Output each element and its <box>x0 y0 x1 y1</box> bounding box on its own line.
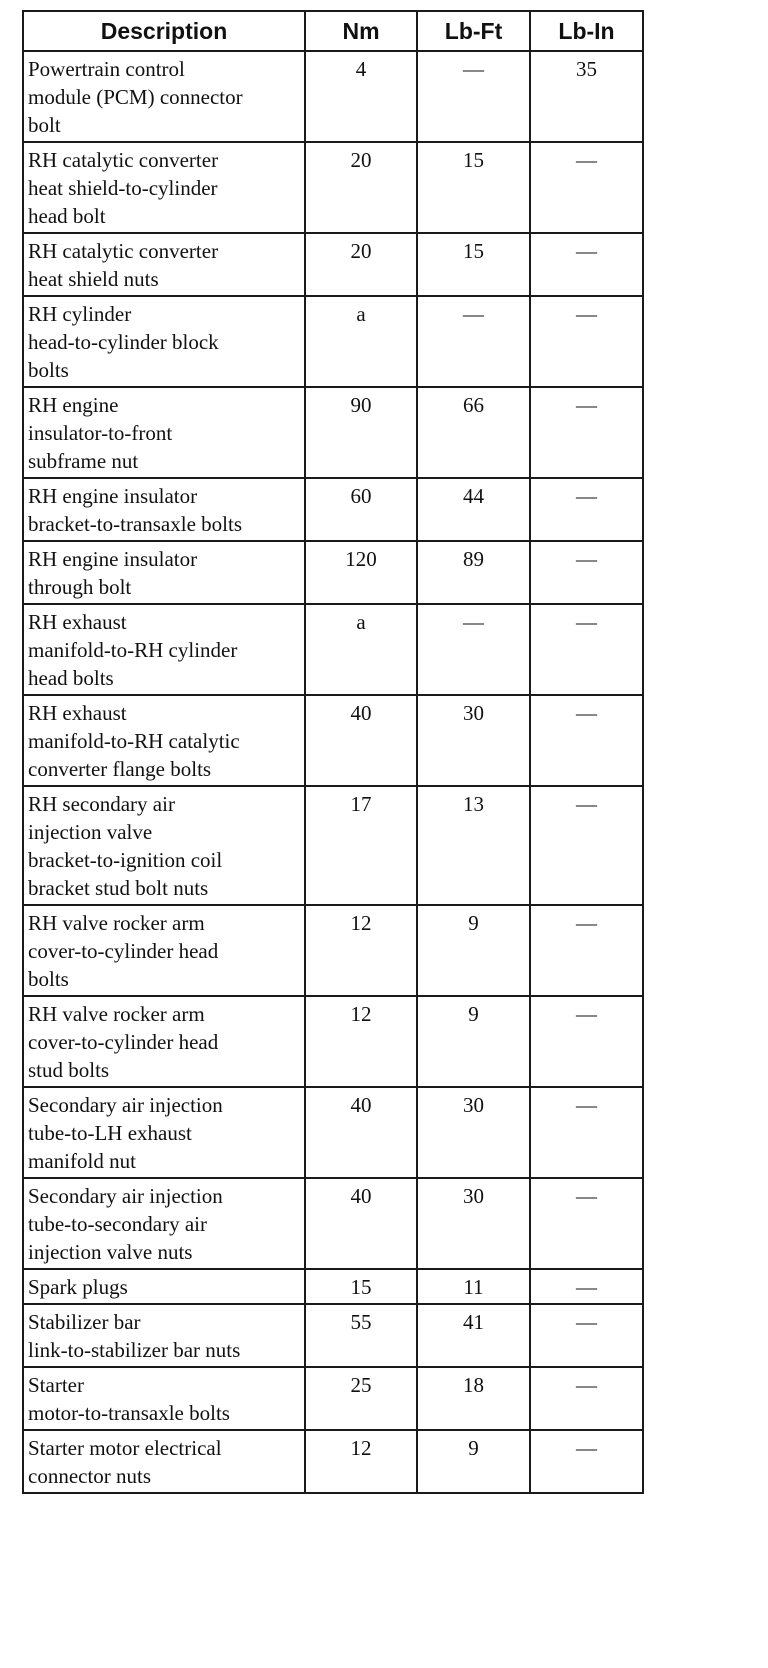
row-lb-ft: 9 <box>417 1430 530 1493</box>
description-line: through bolt <box>28 575 132 599</box>
row-lb-in: — <box>530 695 643 786</box>
row-description <box>23 604 305 695</box>
description-line: RH exhaust <box>28 610 127 634</box>
table-row <box>23 478 643 541</box>
table-row <box>23 695 643 786</box>
description-line: Secondary air injection <box>28 1093 223 1117</box>
row-lb-in: — <box>530 1367 643 1430</box>
row-description <box>23 478 305 541</box>
row-description <box>23 905 305 996</box>
description-line: RH engine <box>28 393 119 417</box>
table-row <box>23 1430 643 1493</box>
header-row <box>23 11 643 51</box>
description-line: cover-to-cylinder head <box>28 1030 219 1054</box>
row-lb-in: — <box>530 1087 643 1178</box>
description-line: RH valve rocker arm <box>28 911 205 935</box>
row-lb-in: — <box>530 1304 643 1367</box>
description-line: head bolts <box>28 666 114 690</box>
description-line: bracket-to-ignition coil <box>28 848 223 872</box>
row-lb-ft: 13 <box>417 786 530 905</box>
row-lb-ft: 89 <box>417 541 530 604</box>
row-description <box>23 233 305 296</box>
table-row <box>23 996 643 1087</box>
description-line: Starter <box>28 1373 84 1397</box>
row-description <box>23 1269 305 1304</box>
description-line: Stabilizer bar <box>28 1310 141 1334</box>
row-nm: 90 <box>305 387 417 478</box>
description-line: Secondary air injection <box>28 1184 223 1208</box>
description-line: manifold nut <box>28 1149 136 1173</box>
description-line: connector nuts <box>28 1464 152 1488</box>
row-lb-ft: 30 <box>417 1178 530 1269</box>
row-nm: 60 <box>305 478 417 541</box>
description-line: Starter motor electrical <box>28 1436 222 1460</box>
row-description <box>23 387 305 478</box>
torque-specification-table <box>22 10 644 1494</box>
description-line: bolts <box>28 967 69 991</box>
row-description <box>23 1367 305 1430</box>
table-row <box>23 541 643 604</box>
description-line: stud bolts <box>28 1058 110 1082</box>
table-header <box>23 11 643 51</box>
description-line: Spark plugs <box>28 1275 128 1299</box>
row-lb-in: — <box>530 1269 643 1304</box>
description-line: manifold-to-RH catalytic <box>28 729 240 753</box>
description-line: RH engine insulator <box>28 547 198 571</box>
row-lb-in: — <box>530 604 643 695</box>
row-description <box>23 786 305 905</box>
row-lb-in: — <box>530 1178 643 1269</box>
row-lb-ft: 41 <box>417 1304 530 1367</box>
row-nm: 40 <box>305 695 417 786</box>
description-line: insulator-to-front <box>28 421 173 445</box>
row-lb-in: — <box>530 387 643 478</box>
table-row <box>23 51 643 142</box>
table-row <box>23 1269 643 1304</box>
description-line: tube-to-LH exhaust <box>28 1121 192 1145</box>
description-line: RH engine insulator <box>28 484 198 508</box>
table-row <box>23 142 643 233</box>
description-line: manifold-to-RH cylinder <box>28 638 238 662</box>
row-lb-ft: 9 <box>417 996 530 1087</box>
description-line: RH catalytic converter <box>28 148 219 172</box>
header-lb-ft: Lb-Ft <box>417 11 530 51</box>
row-nm: 4 <box>305 51 417 142</box>
row-lb-ft: 9 <box>417 905 530 996</box>
table-row <box>23 1304 643 1367</box>
row-nm: 20 <box>305 233 417 296</box>
row-lb-ft: — <box>417 51 530 142</box>
row-description <box>23 51 305 142</box>
description-line: head bolt <box>28 204 106 228</box>
row-lb-in: — <box>530 541 643 604</box>
row-nm: 40 <box>305 1087 417 1178</box>
row-lb-ft: 15 <box>417 233 530 296</box>
description-line: bracket-to-transaxle bolts <box>28 512 242 536</box>
description-line: RH catalytic converter <box>28 239 219 263</box>
row-lb-in: — <box>530 996 643 1087</box>
row-nm: 25 <box>305 1367 417 1430</box>
table-row <box>23 786 643 905</box>
table-row <box>23 1178 643 1269</box>
row-nm: a <box>305 296 417 387</box>
table-row <box>23 1367 643 1430</box>
row-lb-in: — <box>530 905 643 996</box>
row-lb-ft: 18 <box>417 1367 530 1430</box>
description-line: module (PCM) connector <box>28 85 243 109</box>
row-lb-ft: — <box>417 296 530 387</box>
row-lb-in: — <box>530 233 643 296</box>
description-line: injection valve nuts <box>28 1240 193 1264</box>
table-row <box>23 905 643 996</box>
row-nm: 20 <box>305 142 417 233</box>
row-description <box>23 695 305 786</box>
row-nm: 40 <box>305 1178 417 1269</box>
row-lb-ft: 44 <box>417 478 530 541</box>
row-lb-ft: 30 <box>417 1087 530 1178</box>
description-line: RH exhaust <box>28 701 127 725</box>
row-lb-in: — <box>530 786 643 905</box>
table-row <box>23 233 643 296</box>
row-lb-ft: 30 <box>417 695 530 786</box>
row-lb-ft: 11 <box>417 1269 530 1304</box>
header-lb-in: Lb-In <box>530 11 643 51</box>
row-lb-in: — <box>530 296 643 387</box>
row-description <box>23 296 305 387</box>
row-nm: 12 <box>305 996 417 1087</box>
description-line: Powertrain control <box>28 57 185 81</box>
description-line: subframe nut <box>28 449 139 473</box>
header-description: Description <box>23 11 305 51</box>
row-description <box>23 1304 305 1367</box>
description-line: RH valve rocker arm <box>28 1002 205 1026</box>
description-line: bracket stud bolt nuts <box>28 876 209 900</box>
row-description <box>23 996 305 1087</box>
description-line: RH secondary air <box>28 792 175 816</box>
row-lb-in: — <box>530 1430 643 1493</box>
table-row <box>23 1087 643 1178</box>
row-lb-in: 35 <box>530 51 643 142</box>
row-nm: 15 <box>305 1269 417 1304</box>
description-line: heat shield-to-cylinder <box>28 176 218 200</box>
row-lb-in: — <box>530 142 643 233</box>
row-description <box>23 1430 305 1493</box>
row-lb-ft: — <box>417 604 530 695</box>
description-line: tube-to-secondary air <box>28 1212 208 1236</box>
row-lb-ft: 15 <box>417 142 530 233</box>
row-nm: 55 <box>305 1304 417 1367</box>
row-lb-ft: 66 <box>417 387 530 478</box>
row-nm: 120 <box>305 541 417 604</box>
table-body <box>23 51 643 1493</box>
row-description <box>23 1178 305 1269</box>
description-line: motor-to-transaxle bolts <box>28 1401 230 1425</box>
description-line: RH cylinder <box>28 302 132 326</box>
description-line: head-to-cylinder block <box>28 330 219 354</box>
description-line: cover-to-cylinder head <box>28 939 219 963</box>
row-description <box>23 1087 305 1178</box>
row-lb-in: — <box>530 478 643 541</box>
description-line: bolts <box>28 358 69 382</box>
table-row <box>23 296 643 387</box>
description-line: bolt <box>28 113 61 137</box>
description-line: injection valve <box>28 820 153 844</box>
header-nm: Nm <box>305 11 417 51</box>
row-description <box>23 142 305 233</box>
description-line: converter flange bolts <box>28 757 212 781</box>
row-nm: 12 <box>305 905 417 996</box>
description-line: link-to-stabilizer bar nuts <box>28 1338 241 1362</box>
row-nm: 12 <box>305 1430 417 1493</box>
row-nm: 17 <box>305 786 417 905</box>
table-row <box>23 604 643 695</box>
table-row <box>23 387 643 478</box>
row-description <box>23 541 305 604</box>
description-line: heat shield nuts <box>28 267 159 291</box>
row-nm: a <box>305 604 417 695</box>
